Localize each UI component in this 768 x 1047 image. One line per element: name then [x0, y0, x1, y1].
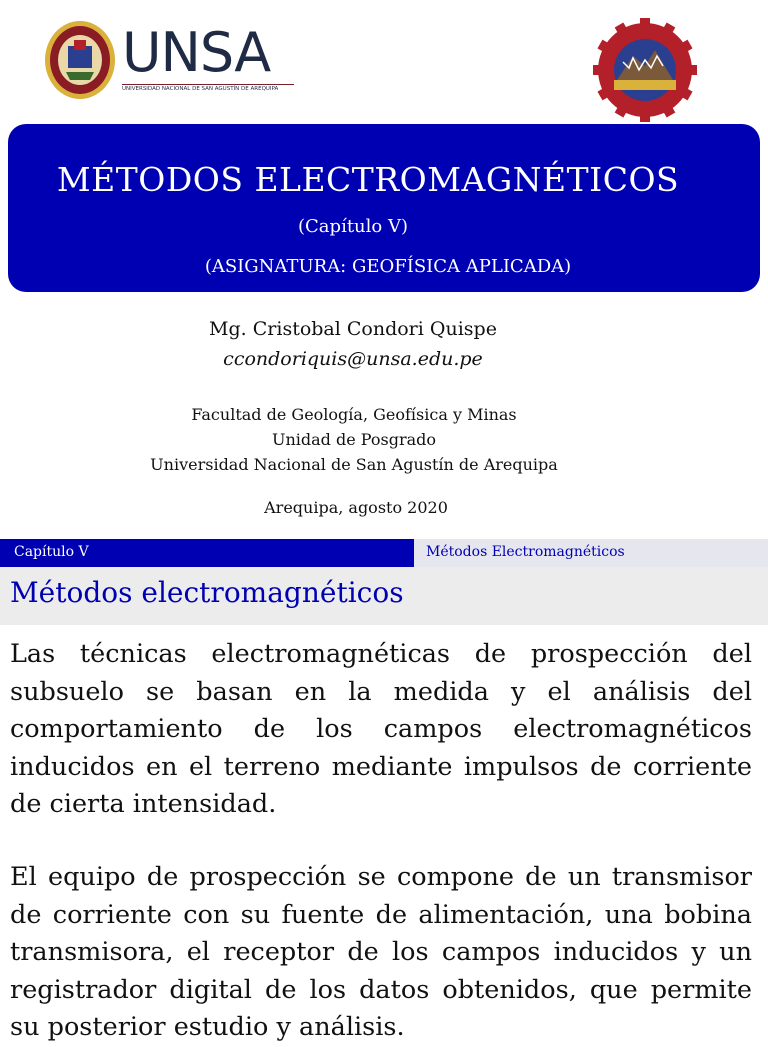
body-paragraph: Las técnicas electromagnéticas de prospección del subsuelo se basan en la medida y el análisis del comportamiento de los campos electromagnéticos inducidos en el terreno mediante impulsos de corriente de cierta intensidad. [10, 639, 752, 820]
institution-faculty: Facultad de Geología, Geofísica y Minas [191, 405, 517, 424]
title-box [8, 124, 760, 292]
faculty-seal-icon [585, 20, 705, 120]
body-paragraph: El equipo de prospección se compone de un transmisor de corriente con su fuente de alimentación, una bobina transmisora, el receptor de los campos inducidos y un registrador digital de los datos obtenidos, que permite su posterior estudio y análisis. [10, 862, 752, 1043]
institution-unit: Unidad de Posgrado [271, 430, 437, 449]
chapter-label: (Capítulo V) [298, 216, 408, 237]
author-name: Mg. Cristobal Condori Quispe [209, 318, 497, 340]
place-date: Arequipa, agosto 2020 [264, 498, 448, 517]
university-name-small: UNIVERSIDAD NACIONAL DE SAN AGUSTÍN DE AREQUIPA [122, 84, 294, 92]
presentation-title: MÉTODOS ELECTROMAGNÉTICOS [56, 160, 680, 199]
author-email[interactable]: ccondoriquis@unsa.edu.pe [223, 348, 483, 370]
subject-label: (ASIGNATURA: GEOFÍSICA APLICADA) [204, 256, 572, 277]
unsa-logo-text: UNSA [122, 21, 271, 84]
institution-university: Universidad Nacional de San Agustín de Arequipa [150, 455, 558, 474]
frame-title: Métodos electromagnéticos [0, 567, 768, 625]
university-seal-icon [44, 20, 116, 100]
nav-section-chapter[interactable]: Capítulo V [0, 539, 414, 567]
slide-navbar [0, 539, 768, 567]
nav-section-topic[interactable]: Métodos Electromagnéticos [414, 539, 768, 567]
